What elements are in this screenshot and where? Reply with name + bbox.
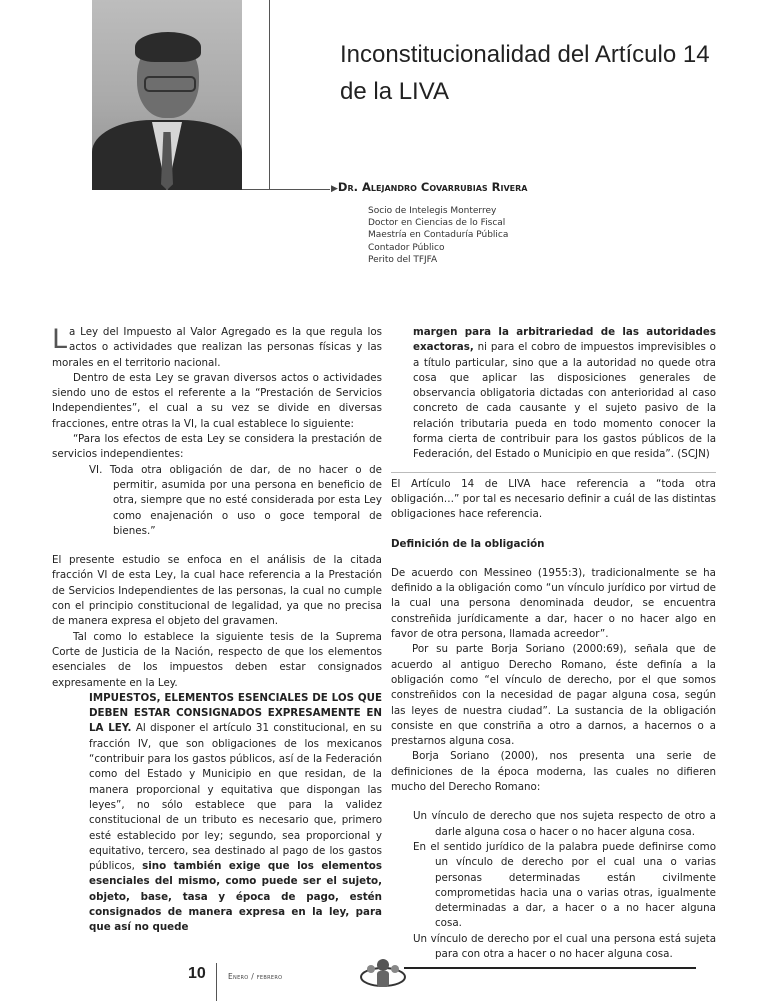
scjn-thesis: IMPUESTOS, ELEMENTOS ESENCIALES DE LOS QUE DEBEN ESTAR CONSIGNADOS EXPRESAMENTE EN LA LEY. Al disponer el artículo 31 constitucional, en su fracción IV, que son obligaciones de los mexicanos “contribuir para los gastos públicos, así de la Federación como del Estado y Municipio en que residan, de la manera proporcional y equitativa que dispongan las leyes”, no sólo establece que para la validez constitucional de un tributo es necesario que, primero esté establecido por ley; segundo, sea proporcional y equitativo, tercero, sea destinado al pago de los gastos públicos, sino también exige que los elementos esenciales del mismo, como puede ser el sujeto, objeto, base, tasa y época de pago, estén consignados de manera expresa en la ley, para que así no quede <box>89 691 383 934</box>
credential-item: Maestría en Contaduría Pública <box>368 230 509 241</box>
definition-item: Un vínculo de derecho por el cual una persona está sujeta para con otra a hacer o no hacer alguna cosa. <box>413 932 716 960</box>
paragraph: De acuerdo con Messineo (1955:3), tradicionalmente se ha definido a la obligación como “un vínculo jurídico por virtud de la cual una persona denominada deudor, se encuentra constreñida jurídicamente a dar, hacer o no hacer algo en favor de otra persona, llamada acreedor”. <box>391 566 716 641</box>
definitions-list <box>391 809 716 962</box>
arrow-right-icon: ▶ <box>331 184 338 194</box>
author-photo <box>92 0 242 190</box>
quote-intro: “Para los efectos de esta Ley se considera la prestación de servicios independientes: <box>52 433 382 461</box>
credential-item: Contador Público <box>368 242 445 253</box>
author-name: Dr. Alejandro Covarrubias Rivera <box>337 180 528 194</box>
paragraph: Por su parte Borja Soriano (2000:69), señala que de acuerdo al antiguo Derecho Romano, éste definía a la obligación como “el vínculo de derecho, por el que somos constreñidos con la necesidad de pagar alguna cosa, según las leyes de nuestra ciudad”. La sustancia de la obligación consiste en que constriña a otro a darnos, a hacernos o a prestarnos alguna cosa. <box>391 643 716 748</box>
issue-label: Enero / febrero <box>228 972 283 981</box>
footer-divider <box>216 963 217 1001</box>
drop-cap: L <box>52 324 68 355</box>
scjn-thesis-continued: margen para la arbitrariedad de las autoridades exactoras, ni para el cobro de impuestos imprevisibles o a título particular, sino que a la autoridad no quede otra cosa que aplicar las disposiciones generales de observancia obligatoria dictadas con anterioridad al caso concreto de cada causante y el sujeto pasivo de la relación tributaria pueda en todo momento conocer la forma cierta de contribuir para los gastos públicos de la Federación, del Estado o Municipio en que resida”. (SCJN) <box>413 326 716 461</box>
paragraph: El Artículo 14 de LIVA hace referencia a “toda otra obligación…” por tal es necesario definir a cuál de las distintas obligaciones hace referencia. <box>391 477 716 521</box>
definition-item: Un vínculo de derecho que nos sujeta respecto de otro a darle alguna cosa o hacer o no hacer alguna cosa. <box>413 810 716 838</box>
paragraph: Dentro de esta Ley se gravan diversos actos o actividades siendo uno de estos el referente a la “Prestación de Servicios Independientes”, el cual a su vez se divide en diversas fracciones, entre otras la VI, la cual establece lo siguiente: <box>52 371 382 430</box>
author-line <box>331 180 527 194</box>
page-number: 10 <box>188 965 206 982</box>
column-separator <box>391 472 716 473</box>
author-credentials <box>368 205 508 266</box>
magazine-logo-icon <box>358 955 408 995</box>
photo-underline <box>242 189 330 190</box>
paragraph: Borja Soriano (2000), nos presenta una serie de definiciones de la época moderna, las cuales no difieren mucho del Derecho Romano: <box>391 750 716 794</box>
credential-item: Socio de Intelegis Monterrey <box>368 206 497 216</box>
left-column <box>52 325 382 936</box>
definition-item: En el sentido jurídico de la palabra puede definirse como un vínculo de derecho por el cual una o varias personas determinadas están civilmente comprometidas hacia una o varias otras, igualmente determinadas a dar, a hacer o a no hacer alguna cosa. <box>413 840 716 930</box>
right-column <box>391 325 716 962</box>
section-heading: Definición de la obligación <box>391 537 545 550</box>
paragraph: El presente estudio se enfoca en el análisis de la citada fracción VI de esta Ley, la cual hace referencia a la Prestación de Servicios Independientes de las personas, la cual no cumple con el principio constitucional de legalidad, ya que no precisa de manera expresa el objeto del gravamen. <box>52 554 382 628</box>
paragraph: Tal como lo establece la siguiente tesis de la Suprema Corte de Justicia de la Nación, respecto de que los elementos esenciales de los impuestos deben estar consignados expresamente en la Ley. <box>52 630 382 689</box>
vertical-rule <box>269 0 270 190</box>
credential-item: Doctor en Ciencias de lo Fiscal <box>368 218 506 229</box>
fraction-vi-quote: VI. Toda otra obligación de dar, de no hacer o de permitir, asumida por una persona en beneficio de otra, siempre que no esté considerada por esta Ley como enajenación o uso o goce temporal de bienes.” <box>89 463 382 537</box>
intro-paragraph: La Ley del Impuesto al Valor Agregado es la que regula los actos o actividades que realizan las personas físicas y las morales en el territorio nacional. <box>52 324 382 369</box>
footer-rule <box>404 967 696 969</box>
article-title: Inconstitucionalidad del Artículo 14 de la LIVA <box>340 41 710 105</box>
credential-item: Perito del TFJFA <box>368 254 438 265</box>
